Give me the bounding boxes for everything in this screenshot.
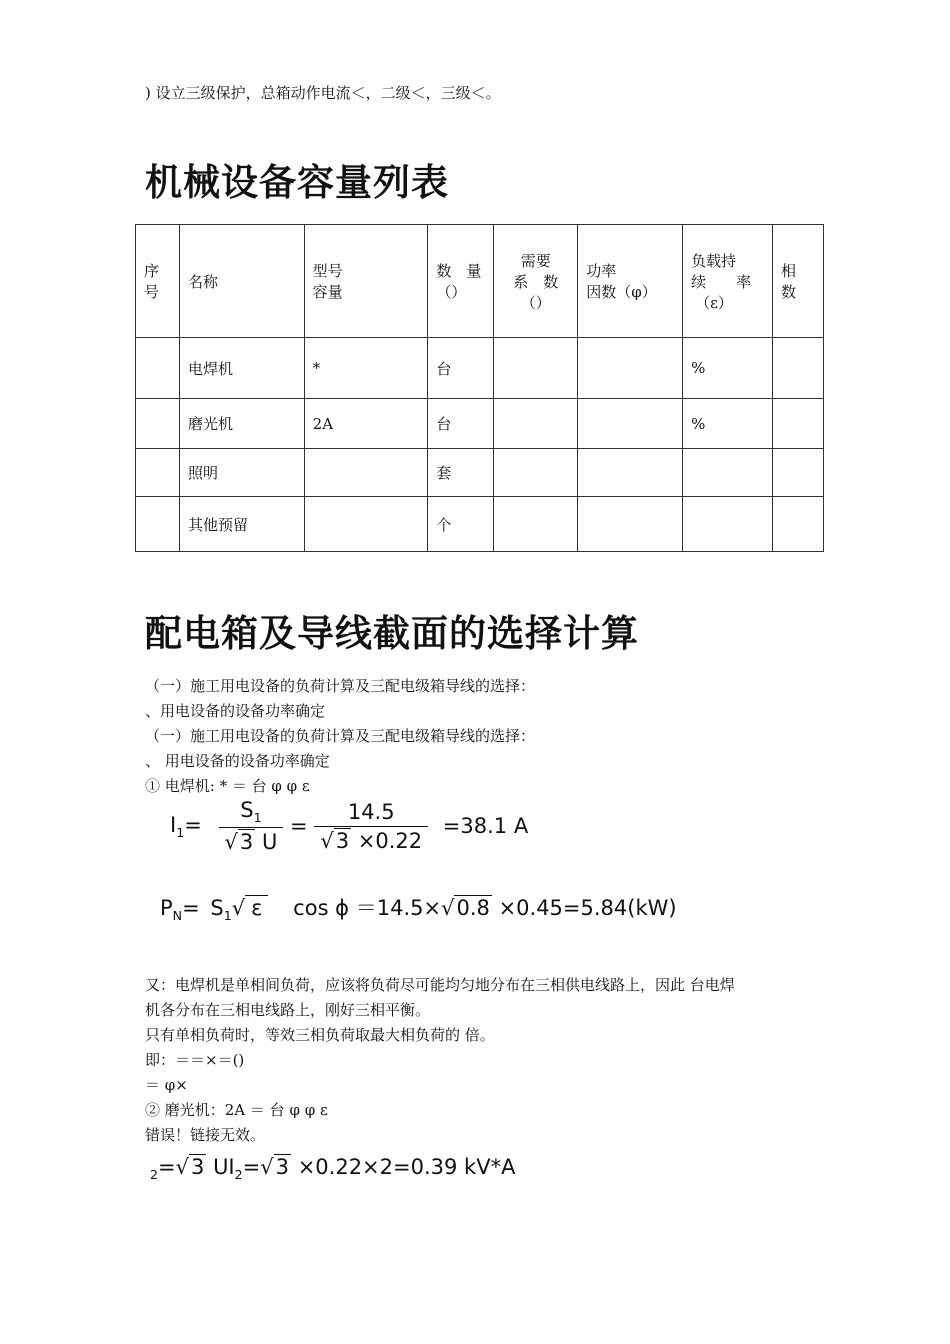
- paragraph: 、 用电设备的设备功率确定: [145, 752, 330, 770]
- header-phase: 相 数: [773, 225, 824, 338]
- cell-qty: 台: [428, 338, 494, 399]
- fraction-value: $\frac{14.5}{√3 \times 0.22}$: [314, 800, 428, 853]
- paragraph: 又：电焊机是单相间负荷，应该将负荷尽可能均匀地分布在三相供电线路上，因此 台电焊: [145, 976, 735, 994]
- paragraph: （一）施工用电设备的负荷计算及三配电级箱导线的选择：: [145, 727, 536, 745]
- header-seq: 序 号: [136, 225, 180, 338]
- cell-qty: 台: [428, 399, 494, 449]
- paragraph: 、用电设备的设备功率确定: [145, 702, 326, 720]
- cell-seq: [136, 338, 180, 399]
- cell-duty: %: [683, 338, 773, 399]
- cell-model: [304, 449, 428, 497]
- table-row: [136, 338, 824, 399]
- cell-model: *: [304, 338, 428, 399]
- fraction-s1-over-root3u: $\frac{S_1}{√3 U}$: [219, 798, 284, 854]
- cell-seq: [136, 497, 180, 552]
- header-demand: 需要 系 数 （）: [494, 225, 578, 338]
- cell-power: [578, 399, 683, 449]
- paragraph: 机各分布在三相电线路上，刚好三相平衡。: [145, 1001, 431, 1019]
- power-formula: $P_N= S_1√$ ε cos ϕ ＝14.5×√0.8 ×0.45=5.84(kW): [160, 896, 677, 924]
- paragraph: 只有单相负荷时，等效三相负荷取最大相负荷的 倍。: [145, 1026, 495, 1044]
- intro-line: ) 设立三级保护，总箱动作电流＜，二级＜，三级＜。: [145, 84, 501, 102]
- header-name: 名称: [179, 225, 304, 338]
- paragraph: ① 电焊机: * ＝ 台 φ φ ε: [145, 777, 310, 795]
- cell-model: 2A: [304, 399, 428, 449]
- distribution-heading: 配电箱及导线截面的选择计算: [145, 612, 639, 655]
- cell-duty: %: [683, 399, 773, 449]
- current-formula: $I_1=$ $\frac{S_1}{√3 U}$ = $\frac{14.5}{√3 \times 0.22}$ =38.1 A: [170, 798, 529, 855]
- apparent-power-formula: $_2$=√3 $UI_2=√3 \times 0.22\times 2=0.39$ kV*A: [150, 1155, 516, 1183]
- cell-duty: [683, 497, 773, 552]
- header-duty: 负载持 续 率 （ε）: [683, 225, 773, 338]
- cell-name: 电焊机: [179, 338, 304, 399]
- header-model: 型号 容量: [304, 225, 428, 338]
- table-row: [136, 449, 824, 497]
- cell-power: [578, 497, 683, 552]
- cell-phase: [773, 338, 824, 399]
- cell-demand: [494, 338, 578, 399]
- cell-phase: [773, 497, 824, 552]
- cell-name: 照明: [179, 449, 304, 497]
- paragraph: 错误！链接无效。: [145, 1126, 266, 1144]
- table-header-row: [136, 225, 824, 338]
- formula-lhs: $I_1=$: [170, 812, 202, 840]
- cell-seq: [136, 399, 180, 449]
- header-power-factor: 功率 因数（φ）: [578, 225, 683, 338]
- paragraph: ② 磨光机：2A ＝ 台 φ φ ε: [145, 1101, 328, 1119]
- paragraph: （一）施工用电设备的负荷计算及三配电级箱导线的选择：: [145, 677, 536, 695]
- paragraph: ＝ φ×: [145, 1076, 188, 1094]
- table-row: [136, 399, 824, 449]
- cell-phase: [773, 399, 824, 449]
- cell-demand: [494, 497, 578, 552]
- cell-power: [578, 338, 683, 399]
- cell-qty: 个: [428, 497, 494, 552]
- formula-result: =38.1 A: [442, 814, 529, 839]
- table-row: [136, 497, 824, 552]
- cell-model: [304, 497, 428, 552]
- equipment-table: [135, 224, 824, 552]
- header-qty: 数 量 （）: [428, 225, 494, 338]
- equipment-heading: 机械设备容量列表: [145, 161, 449, 204]
- paragraph: 即：＝＝×＝(): [145, 1051, 245, 1069]
- cell-duty: [683, 449, 773, 497]
- cell-name: 磨光机: [179, 399, 304, 449]
- cell-power: [578, 449, 683, 497]
- cell-demand: [494, 399, 578, 449]
- cell-demand: [494, 449, 578, 497]
- cell-phase: [773, 449, 824, 497]
- cell-qty: 套: [428, 449, 494, 497]
- cell-name: 其他预留: [179, 497, 304, 552]
- cell-seq: [136, 449, 180, 497]
